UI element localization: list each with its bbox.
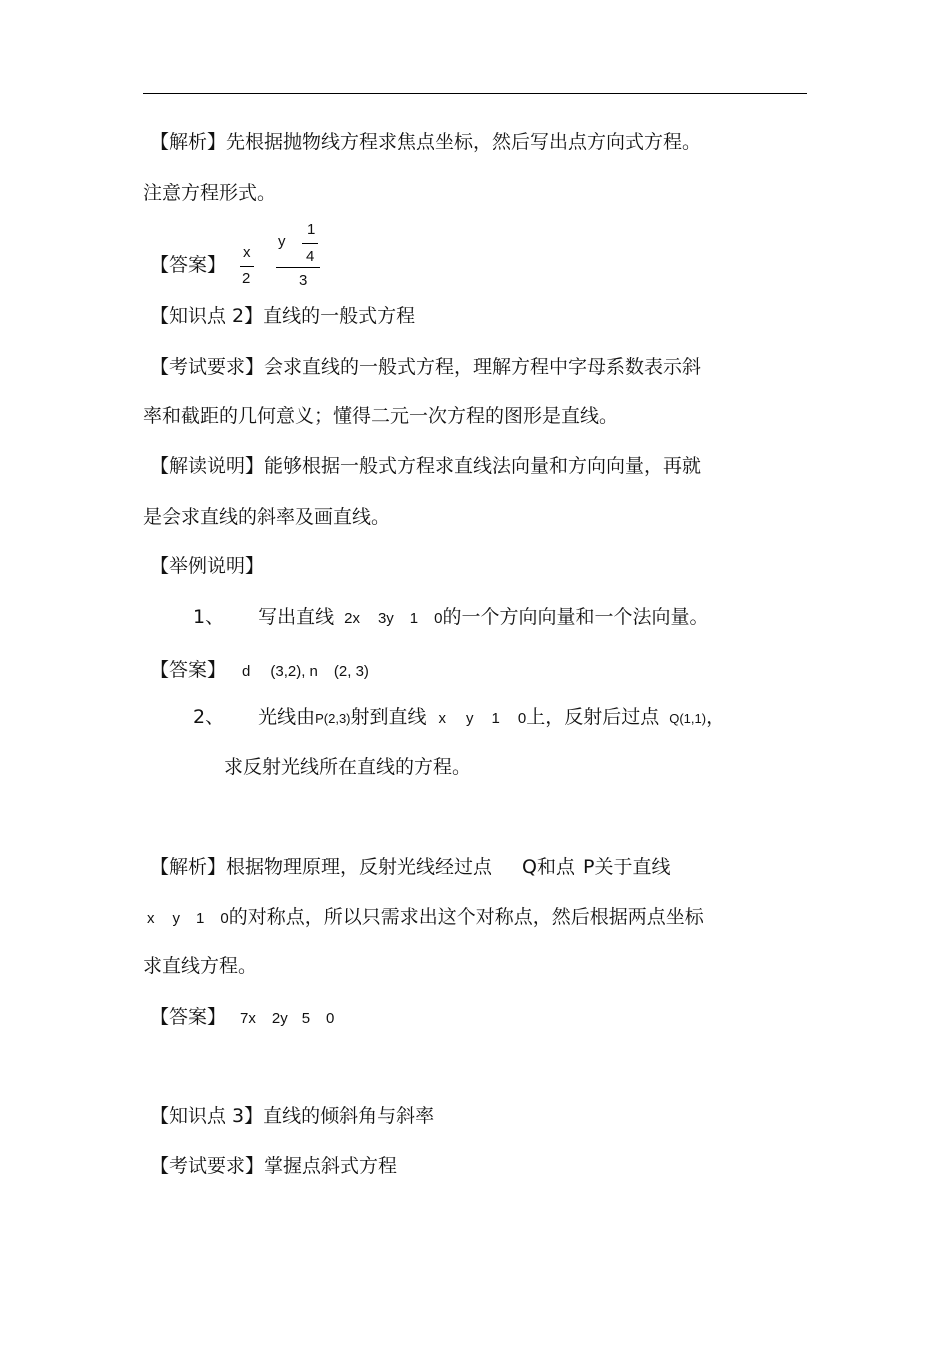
frac-inner-denominator: 4 (306, 248, 315, 265)
ex2-analysis-line3: 求直线方程。 (143, 955, 258, 977)
ex2-eq-term: 1 (491, 710, 500, 727)
k2-requirement-cont: 率和截距的几何意义；懂得二元一次方程的图形是直线。 (143, 405, 619, 427)
ex2-line-eq-term: x (147, 910, 155, 927)
frac2-bar (276, 267, 320, 268)
ex2-point-q: Q(1,1) (669, 711, 707, 726)
example-2-pre: 光线由 (258, 706, 316, 728)
ex2-eq-term: 0 (517, 710, 527, 727)
ex1-answer-term: (3,2), n (270, 663, 318, 680)
frac2-denominator: 3 (299, 272, 308, 289)
ex1-eq-term: 3y (377, 610, 394, 627)
ex2-analysis-b: 和点 (536, 856, 575, 878)
example-2-mid2: 上，反射后过点 (526, 706, 660, 728)
frac2-y: y (278, 233, 286, 250)
frac-inner-bar (302, 243, 318, 244)
example-1 (193, 605, 709, 631)
ex2-line-eq-term: y (172, 910, 180, 927)
ex2-line-eq-term: 0 (220, 910, 229, 927)
ex2-answer-label: 【答案】 (150, 1006, 227, 1028)
s1-answer-label: 【答案】 (150, 254, 227, 276)
example-2-comma: ， (706, 706, 726, 728)
ex1-eq-term: 2x (344, 610, 360, 627)
k2-examples-heading: 【举例说明】 (150, 555, 265, 577)
ex2-answer-term: 7x (240, 1010, 256, 1027)
ex2-eq-term: y (466, 710, 474, 727)
ex2-answer-term: 5 (301, 1010, 311, 1027)
example-1-answer (150, 658, 369, 684)
k2-requirement: 【考试要求】会求直线的一般式方程，理解方程中字母系数表示斜 (150, 356, 702, 378)
ex2-analysis-c: 关于直线 (594, 856, 671, 878)
frac1-denominator: 2 (242, 270, 251, 287)
example-2 (193, 705, 725, 731)
s1-analysis-cont: 注意方程形式。 (143, 182, 277, 204)
k2-reading-cont: 是会求直线的斜率及画直线。 (143, 506, 391, 528)
ex1-answer-term: (2, 3) (333, 663, 369, 680)
ex2-analysis-q: Q (522, 856, 537, 878)
k2-title: 【知识点 2】直线的一般式方程 (150, 305, 416, 327)
example-2-cont: 求反射光线所在直线的方程。 (224, 756, 472, 778)
ex2-analysis-line2 (147, 905, 704, 931)
ex2-analysis-line2-text: 的对称点，所以只需求出这个对称点，然后根据两点坐标 (228, 906, 704, 928)
ex1-eq-term: 0 (434, 610, 443, 627)
frac1-bar (240, 266, 254, 267)
ex2-line-eq-term: 1 (196, 910, 205, 927)
ex2-analysis (150, 855, 670, 879)
ex2-eq-term: x (438, 710, 447, 727)
k3-title: 【知识点 3】直线的倾斜角与斜率 (150, 1105, 435, 1127)
example-1-pre: 写出直线 (258, 606, 335, 628)
frac1-numerator: x (243, 244, 251, 261)
ex2-analysis-a: 【解析】根据物理原理，反射光线经过点 (150, 856, 493, 878)
example-2-number: 2、 (193, 706, 225, 728)
ex2-point-p: P(2,3) (315, 711, 351, 726)
k3-requirement: 【考试要求】掌握点斜式方程 (150, 1155, 398, 1177)
example-2-mid: 射到直线 (350, 706, 427, 728)
example-1-post: 的一个方向向量和一个法向量。 (442, 606, 709, 628)
ex2-answer-term: 2y (271, 1010, 288, 1027)
frac-inner-numerator: 1 (307, 221, 316, 238)
example-1-number: 1、 (193, 606, 225, 628)
ex1-answer-term: d (242, 663, 251, 680)
header-rule (143, 93, 807, 94)
s1-analysis: 【解析】先根据抛物线方程求焦点坐标，然后写出点方向式方程。 (150, 131, 702, 153)
ex2-answer (150, 1005, 334, 1031)
example-1-answer-label: 【答案】 (150, 659, 227, 681)
ex1-eq-term: 1 (409, 610, 419, 627)
k2-reading: 【解读说明】能够根据一般式方程求直线法向量和方向向量，再就 (150, 455, 702, 477)
ex2-analysis-p: P (583, 856, 595, 878)
ex2-answer-term: 0 (326, 1010, 335, 1027)
